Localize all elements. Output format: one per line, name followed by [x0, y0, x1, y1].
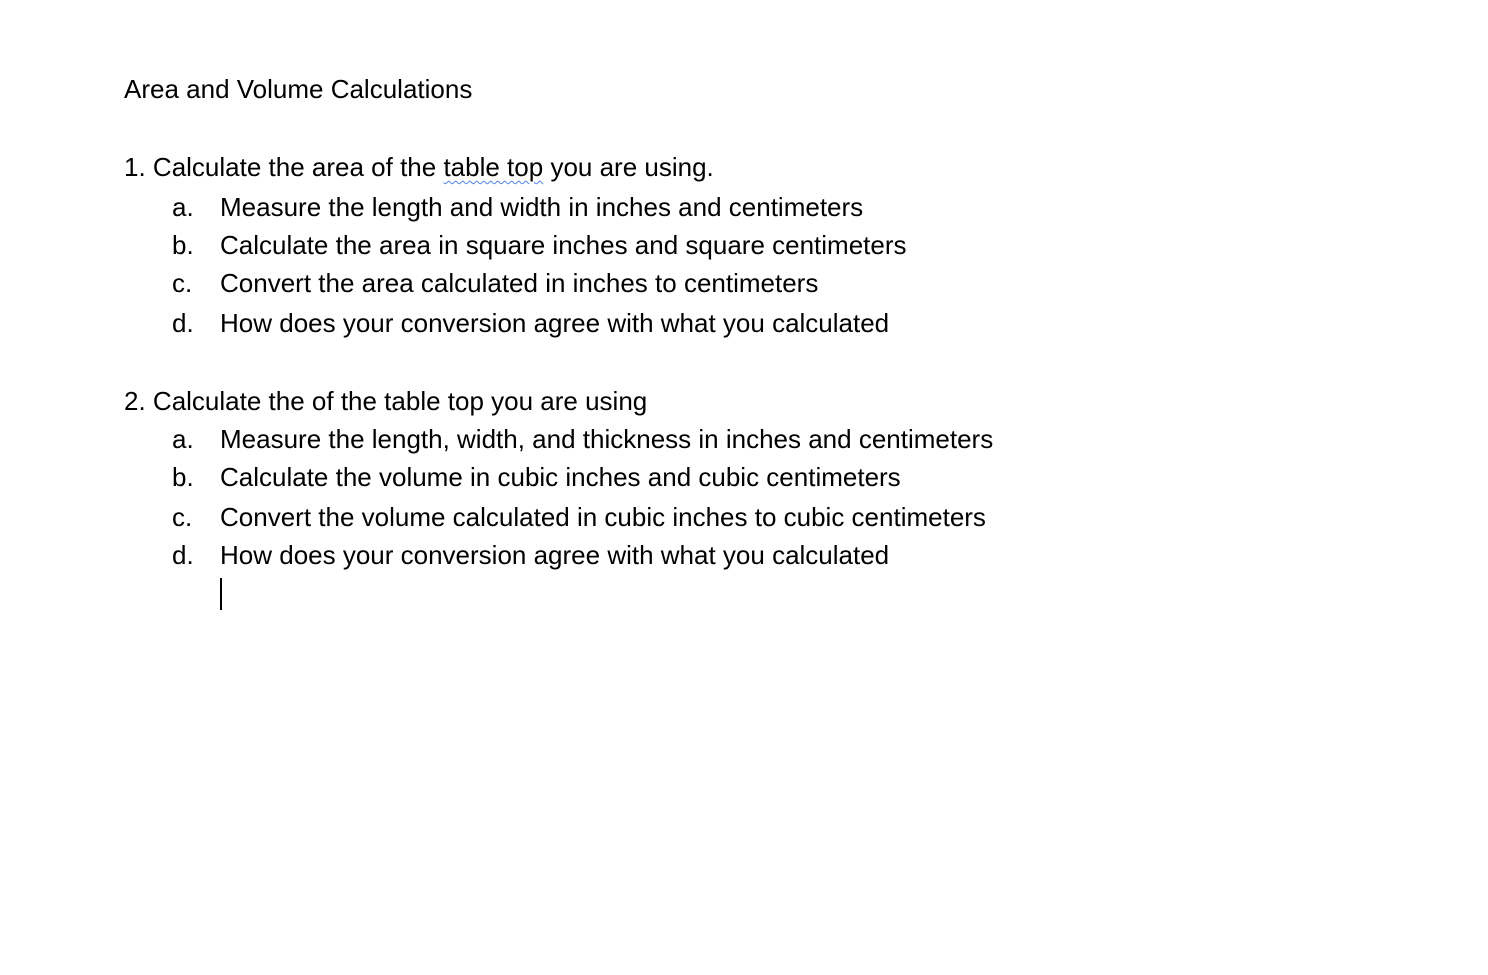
text-cursor [220, 578, 222, 610]
list-item-text: How does your conversion agree with what you calculated [220, 540, 890, 570]
question-2 [124, 384, 647, 418]
question-1-text-after: you are using. [550, 152, 714, 182]
list-marker: c. [172, 502, 193, 532]
list-marker: d. [172, 308, 194, 338]
list-item-text: Calculate the area in square inches and square centimeters [220, 230, 907, 260]
list-marker: d. [172, 540, 194, 570]
question-2-number: 2. [124, 386, 146, 416]
list-item-text: Calculate the volume in cubic inches and cubic centimeters [220, 462, 901, 492]
question-1-number: 1. [124, 152, 146, 182]
list-item-text: Measure the length, width, and thickness in inches and centimeters [220, 424, 994, 454]
document-title: Area and Volume Calculations [124, 74, 473, 104]
list-marker: a. [172, 192, 194, 222]
list-item-text: Convert the area calculated in inches to centimeters [220, 268, 819, 298]
question-1-text-before: Calculate the area of the [152, 152, 437, 182]
list-marker: b. [172, 230, 194, 260]
list-marker: b. [172, 462, 194, 492]
list-marker: c. [172, 268, 193, 298]
list-item-text: How does your conversion agree with what you calculated [220, 308, 890, 338]
spellcheck-flagged-word[interactable]: table top [443, 152, 544, 182]
list-item-text: Convert the volume calculated in cubic inches to cubic centimeters [220, 502, 986, 532]
list-marker: a. [172, 424, 194, 454]
list-item-text: Measure the length and width in inches and centimeters [220, 192, 864, 222]
question-2-text: Calculate the of the table top you are using [152, 386, 648, 416]
question-1 [124, 150, 714, 184]
